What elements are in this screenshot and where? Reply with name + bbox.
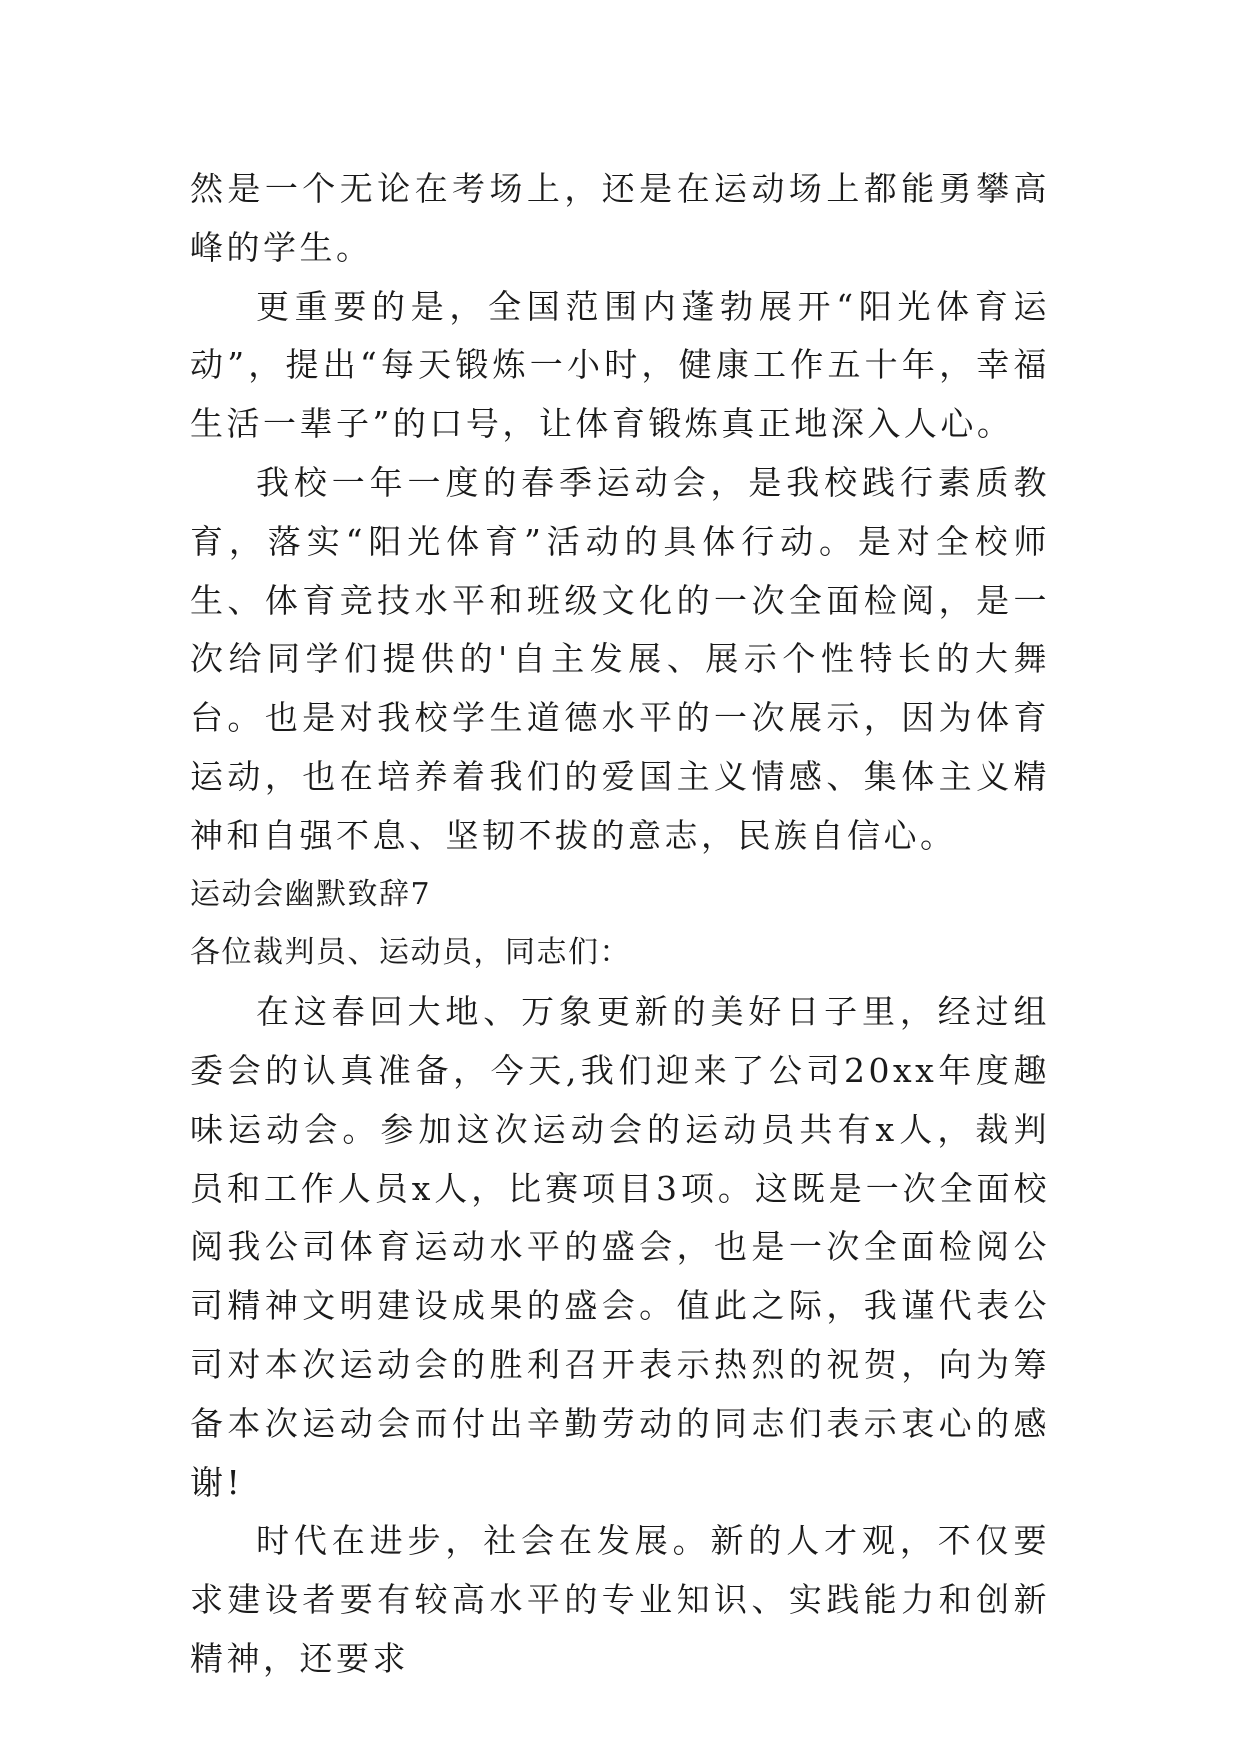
paragraph-school-sports-meet: 我校一年一度的春季运动会，是我校践行素质教育，落实“阳光体育”活动的具体行动。是对全校师生、体育竞技水平和班级文化的一次全面检阅，是一次给同学们提供的'自主发展、展示个性特长的大舞台。也是对我校学生道德水平的一次展示，因为体育运动，也在培养着我们的爱国主义情感、集体主义精神和自强不息、坚韧不拔的意志，民族自信心。 [190, 462, 1050, 855]
section-title: 运动会幽默致辞7 [190, 876, 432, 912]
paragraph-sunshine-sports: 更重要的是，全国范围内蓬勃展开“阳光体育运动”，提出“每天锻炼一小时，健康工作五十年，幸福生活一辈子”的口号，让体育锻炼真正地深入人心。 [190, 286, 1050, 444]
paragraph-times-progress: 时代在进步，社会在发展。新的人才观，不仅要求建设者要有较高水平的专业知识、实践能力和创新精神，还要求 [190, 1521, 1050, 1678]
paragraph-continued: 然是一个无论在考场上，还是在运动场上都能勇攀高峰的学生。 [190, 169, 1050, 267]
document-page [190, 160, 1050, 1689]
salutation: 各位裁判员、运动员，同志们： [190, 935, 631, 971]
paragraph-opening-remarks: 在这春回大地、万象更新的美好日子里，经过组委会的认真准备，今天,我们迎来了公司20xx年度趣味运动会。参加这次运动会的运动员共有x人，裁判员和工作人员x人，比赛项目3项。这既是一次全面校阅我公司体育运动水平的盛会，也是一次全面检阅公司精神文明建设成果的盛会。值此之际，我谨代表公司对本次运动会的胜利召开表示热烈的祝贺，向为筹备本次运动会而付出辛勤劳动的同志们表示衷心的感谢! [190, 992, 1050, 1502]
